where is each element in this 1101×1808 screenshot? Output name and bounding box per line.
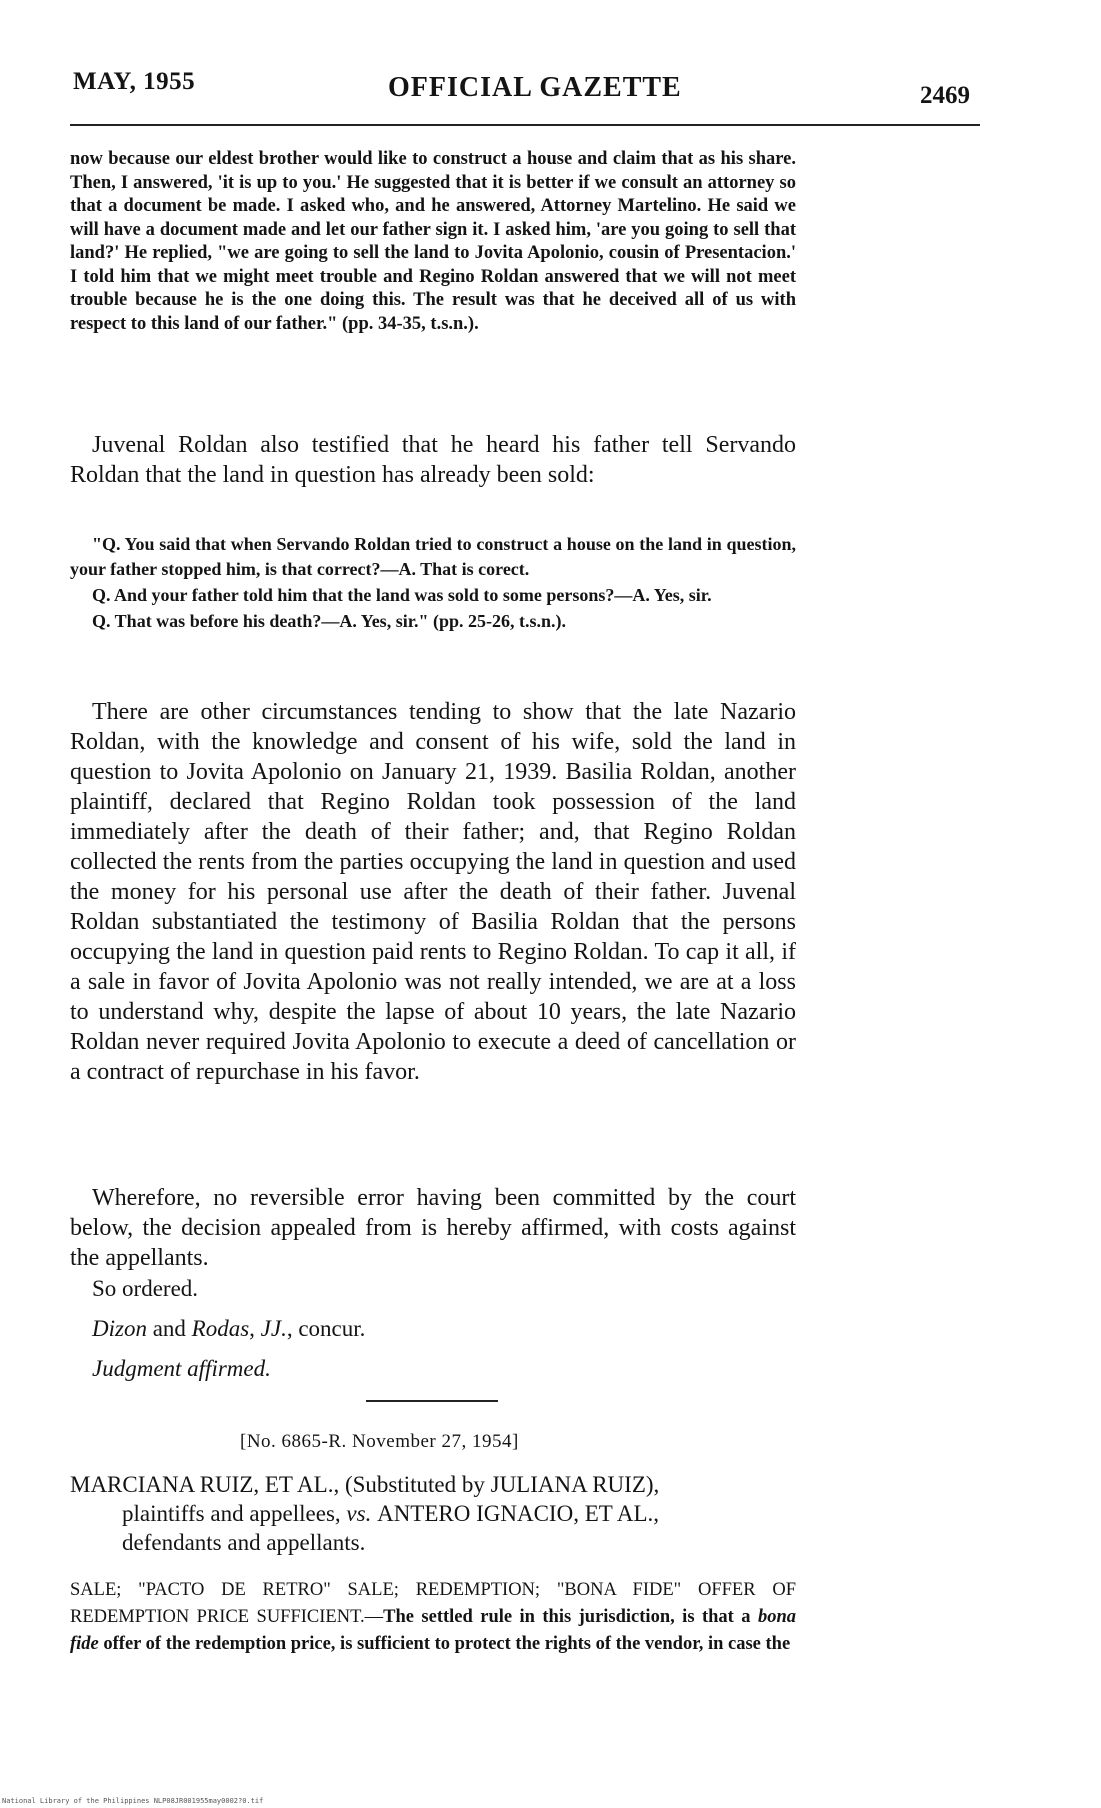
so-ordered: So ordered. [92,1276,199,1301]
concur-and: and [152,1316,186,1341]
caption-party1: MARCIANA RUIZ, ET AL., [70,1472,340,1497]
caption-line3: defendants and appellants. [122,1530,366,1555]
paragraph-wherefore [70,1183,796,1273]
closing-block [70,1273,796,1393]
concur-name-1: Dizon [92,1316,147,1341]
caption-substituted: (Substituted by JULIANA RUIZ), [344,1472,660,1497]
case-number: [No. 6865-R. November 27, 1954] [240,1431,519,1452]
qa-block [70,532,796,635]
qa-item: Q. And your father told him that the land was sold to some persons?—A. Yes, sir. [92,585,712,605]
section-separator [366,1400,498,1402]
concur-name-2: Rodas, JJ. [191,1316,287,1341]
judgment-line: Judgment affirmed. [92,1356,271,1381]
syllabus-heading: SALE; "PACTO DE RETRO" SALE; REDEMPTION; "BONA FIDE" OFFER OF REDEMPTION PRICE SUFFICIENT.— [70,1580,796,1627]
caption-vs: vs. [346,1501,372,1526]
syllabus-text-b: offer of the redemption price, is sufficient to protect the rights of the vendor, in case the [103,1634,791,1654]
header-title: OFFICIAL GAZETTE [388,72,682,103]
paragraph-circumstances [70,697,796,1087]
page-number: 2469 [920,82,970,109]
case-caption [70,1470,796,1557]
syllabus [70,1577,796,1658]
paragraph-juvenal [70,430,796,490]
testimony-quote: now because our eldest brother would like to construct a house and claim that as his share. Then, I answered, 'it is up to you.' He suggested that it is better if we consult an attorney so that a document be made. I asked who, and he answered, Attorney Martelino. He said we will have a document made and let our father sign it. I asked him, 'are you going to sell that land?' He replied, "we are going to sell the land to Jovita Apolonio, cousin of Presentacion.' I told him that we might meet trouble and Regino Roldan answered that we will not meet trouble because he is the one doing this. The result was that he deceived all of us with respect to this land of our father." (pp. 34-35, t.s.n.). [70,149,796,334]
header-date: MAY, 1955 [73,68,196,95]
syllabus-text-a: The settled rule in this jurisdiction, is that a [383,1607,751,1627]
caption-party2: ANTERO IGNACIO, ET AL., [377,1501,660,1526]
concur-tail: , concur. [286,1316,366,1341]
syllabus-italic: bona fide [70,1607,797,1654]
header-rule [70,124,980,126]
paragraph-wherefore-text: Wherefore, no reversible error having been committed by the court below, the decision appealed from is hereby affirmed, with costs against the appellants. [70,1185,796,1271]
concurrence [70,1313,796,1345]
scan-footer: National Library of the Philippines NLP08JR001955may0002?0.tif [2,1797,264,1805]
paragraph-circumstances-text: There are other circumstances tending to show that the late Nazario Roldan, with the knowledge and consent of his wife, sold the land in question to Jovita Apolonio on January 21, 1939. Basilia Roldan, another plaintiff, declared that Regino Roldan took possession of the land immediately after the death of their father; and, that Regino Roldan collected the rents from the parties occupying the land in question and used the money for his personal use after the death of their father. Juvenal Roldan substantiated the testimony of Basilia Roldan that the persons occupying the land in question paid rents to Regino Roldan. To cap it all, if a sale in favor of Jovita Apolonio was not really intended, we are at a loss to understand why, despite the lapse of about 10 years, the late Nazario Roldan never required Jovita Apolonio to execute a deed of cancellation or a contract of repurchase in his favor. [70,699,796,1085]
qa-item: "Q. You said that when Servando Roldan tried to construct a house on the land in question, your father stopped him, is that correct?—A. That is corect. [70,534,796,579]
caption-line2: plaintiffs and appellees, [122,1501,341,1526]
paragraph-juvenal-text: Juvenal Roldan also testified that he heard his father tell Servando Roldan that the land in question has already been sold: [70,432,796,488]
qa-item: Q. That was before his death?—A. Yes, sir." (pp. 25-26, t.s.n.). [92,611,567,631]
